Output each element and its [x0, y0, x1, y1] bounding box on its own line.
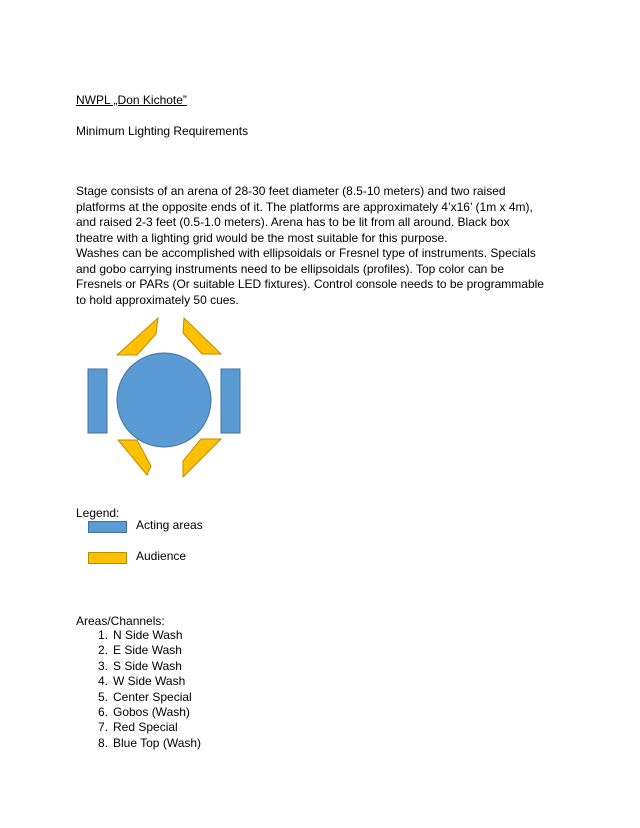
- acting-platform-east: [221, 369, 240, 433]
- acting-areas-swatch: [88, 521, 127, 533]
- legend-label-audience: Audience: [136, 549, 187, 563]
- document-page: NWPL „Don Kichote” Minimum Lighting Requirements Stage consists of an arena of 28-30 feet diameter (8.5-10 meters) and two raised platforms at the opposite ends of it. The platforms are approximately 4’x16’ (1m x 4m), and raised 2-3 feet (0.5-1.0 meters). Arena has to be lit from all around. Black box theatre with a lighting grid would be the most suitable for this purpose. Washes can be accomplished with ellipsoidals or Fresnel type of instruments. Specials and gobo carrying instruments need to be ellipsoidals (profiles). Top color can be Fresnels or PARs (Or suitable LED fixtures). Control console needs to be programmable to hold approximately 50 cues. Legend: Acting areas Audience Areas/Channels: 1. N Side Wash 2. E Side Wash 3. S Side Wash 4. W Side Wash 5. Center Special 6. Gobos (Wash) 7. Red Special 8. Blue Top (Wash): [0, 0, 640, 828]
- audience-wedge-sw: [118, 440, 151, 475]
- stage-description-paragraph: Stage consists of an arena of 28-30 feet diameter (8.5-10 meters) and two raised platforms at the opposite ends of it. The platforms are approximately 4’x16’ (1m x 4m), and raised 2-3 feet (0.5-1.0 meters). Arena has to be lit from all around. Black box theatre with a lighting grid would be the most suitable for this purpose.: [76, 184, 533, 245]
- legend-title: Legend:: [76, 506, 120, 520]
- legend-label-acting-areas: Acting areas: [136, 518, 203, 532]
- acting-arena-circle: [117, 353, 211, 447]
- document-heading: NWPL „Don Kichote”: [76, 93, 187, 107]
- audience-wedge-nw: [117, 318, 158, 355]
- audience-wedge-se: [183, 439, 221, 477]
- audience-swatch: [88, 552, 127, 564]
- areas-channels-title: Areas/Channels:: [76, 614, 165, 628]
- document-subheading: Minimum Lighting Requirements: [76, 124, 249, 138]
- acting-platform-west: [88, 369, 107, 433]
- stage-layout-diagram: [80, 310, 260, 485]
- instruments-paragraph: Washes can be accomplished with ellipsoidals or Fresnel type of instruments. Specials and gobo carrying instruments need to be ellipsoidals (profiles). Top color can be Fresnels or PARs (Or suitable LED fixtures). Control console needs to be programmable to hold approximately 50 cues.: [76, 246, 544, 307]
- audience-wedge-ne: [183, 318, 221, 354]
